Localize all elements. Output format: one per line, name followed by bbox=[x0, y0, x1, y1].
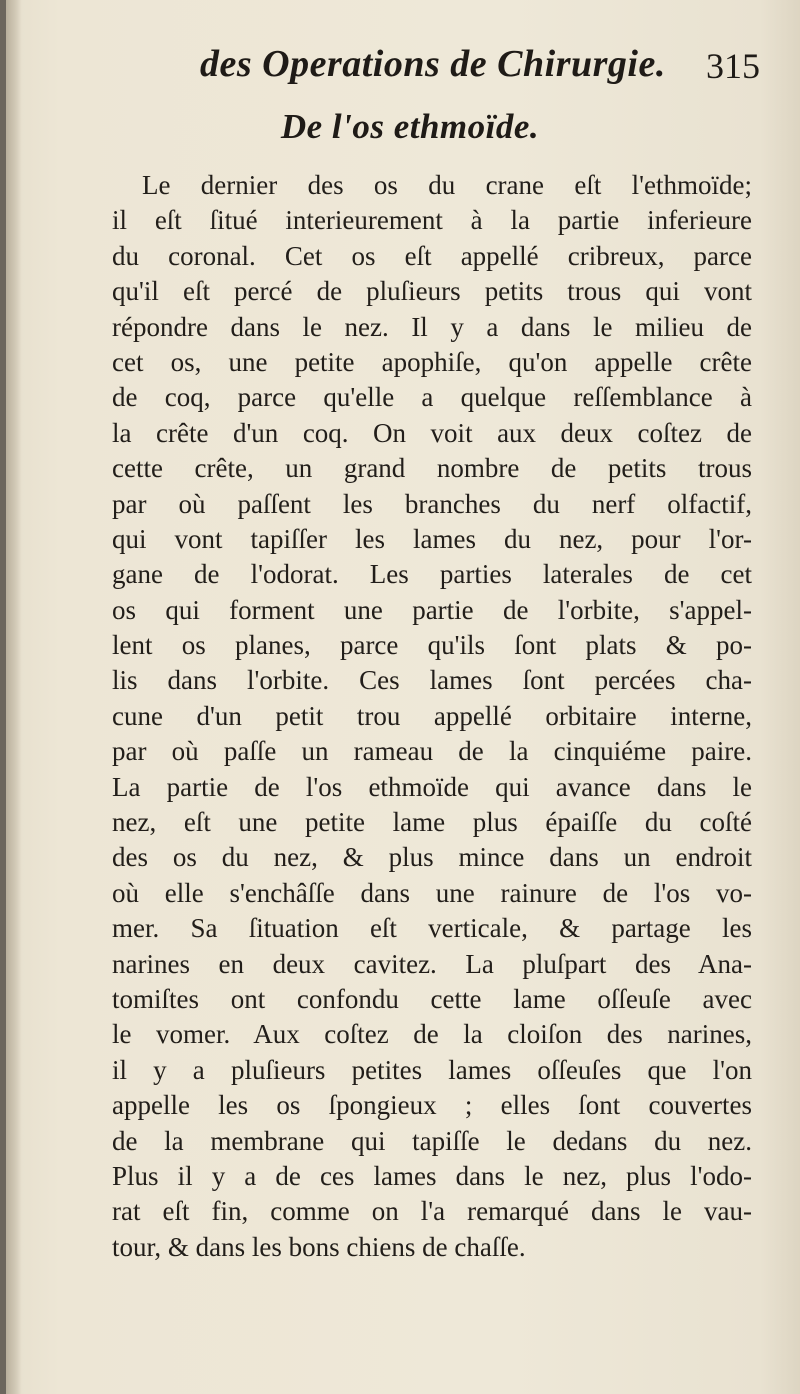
text-line: cette crête, un grand nombre de petits trous bbox=[112, 453, 752, 484]
text-line: il y a pluſieurs petites lames oſſeuſes que l'on bbox=[112, 1054, 752, 1085]
text-line: narines en deux cavitez. La pluſpart des Ana- bbox=[112, 948, 752, 979]
text-line: mer. Sa ſituation eſt verticale, & partage les bbox=[112, 913, 752, 944]
text-line: où elle s'enchâſſe dans une rainure de l'os vo- bbox=[112, 877, 752, 908]
text-line: qu'il eſt percé de pluſieurs petits trous qui vont bbox=[112, 276, 752, 307]
text-line: tour, & dans les bons chiens de chaſſe. bbox=[112, 1231, 526, 1262]
text-line: le vomer. Aux coſtez de la cloiſon des narines, bbox=[112, 1019, 752, 1050]
text-line: cet os, une petite apophiſe, qu'on appelle crête bbox=[112, 346, 752, 377]
text-line: par où paſſe un rameau de la cinquiéme paire. bbox=[112, 736, 752, 767]
text-line: la crête d'un coq. On voit aux deux coſtez de bbox=[112, 417, 752, 448]
text-line: répondre dans le nez. Il y a dans le milieu de bbox=[112, 311, 752, 342]
text-line: Le dernier des os du crane eſt l'ethmoïde; bbox=[142, 170, 752, 200]
text-line: rat eſt fin, comme on l'a remarqué dans le vau- bbox=[112, 1196, 752, 1227]
text-line: qui vont tapiſſer les lames du nez, pour l'or- bbox=[112, 523, 752, 554]
text-line: La partie de l'os ethmoïde qui avance dans le bbox=[112, 771, 752, 802]
text-line: tomiſtes ont confondu cette lame oſſeuſe avec bbox=[112, 983, 752, 1014]
text-line: Plus il y a de ces lames dans le nez, plus l'odo- bbox=[112, 1160, 752, 1191]
text-line: lis dans l'orbite. Ces lames ſont percées cha- bbox=[112, 665, 752, 696]
text-line: de la membrane qui tapiſſe le dedans du nez. bbox=[112, 1125, 752, 1156]
text-line: nez, eſt une petite lame plus épaiſſe du coſté bbox=[112, 807, 752, 838]
page-number: 315 bbox=[706, 46, 760, 86]
text-line: appelle les os ſpongieux ; elles ſont couvertes bbox=[112, 1090, 752, 1121]
page-edge bbox=[0, 0, 6, 1394]
text-line: par où paſſent les branches du nerf olfactif, bbox=[112, 488, 752, 519]
section-title: De l'os ethmoïde. bbox=[280, 107, 540, 146]
text-line: os qui forment une partie de l'orbite, s'appel- bbox=[112, 594, 752, 625]
running-header bbox=[200, 40, 760, 100]
running-title: des Operations de Chirurgie. bbox=[200, 43, 666, 85]
text-line: gane de l'odorat. Les parties laterales de cet bbox=[112, 559, 752, 590]
text-line: des os du nez, & plus mince dans un endroit bbox=[112, 842, 752, 873]
text-line: de coq, parce qu'elle a quelque reſſemblance à bbox=[112, 382, 752, 413]
body-paragraph bbox=[112, 168, 752, 1265]
text-line: cune d'un petit trou appellé orbitaire interne, bbox=[112, 700, 752, 731]
text-line: lent os planes, parce qu'ils ſont plats & po- bbox=[112, 630, 752, 661]
text-line: il eſt ſitué interieurement à la partie inferieure bbox=[112, 205, 752, 236]
text-line: du coronal. Cet os eſt appellé cribreux, parce bbox=[112, 240, 752, 271]
